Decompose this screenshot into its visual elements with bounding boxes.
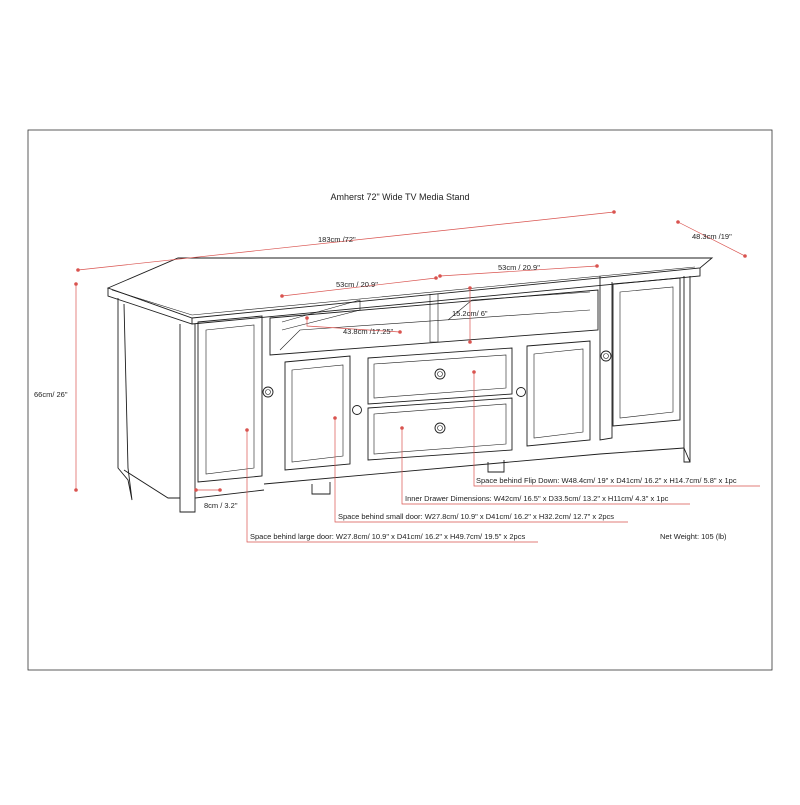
left-small-door — [285, 356, 350, 470]
upper-drawer — [368, 348, 512, 404]
dim-left-opening: 53cm / 20.9" — [336, 280, 378, 289]
right-large-door — [613, 278, 680, 426]
spec-small-door: Space behind small door: W27.8cm/ 10.9" x D41cm/ 16.2" x H32.2cm/ 12.7" x 2pcs — [338, 512, 615, 521]
frame — [28, 130, 772, 670]
inner-drawer-leader — [402, 428, 690, 504]
dim-height: 66cm/ 26" — [34, 390, 68, 399]
lower-drawer — [368, 398, 512, 460]
left-large-door-knob — [263, 387, 273, 397]
spec-flip-down: Space behind Flip Down: W48.4cm/ 19" x D41cm/ 16.2" x H14.7cm/ 5.8" x 1pc — [476, 476, 737, 485]
small-door-leader — [335, 418, 628, 522]
center-foot-left — [312, 482, 330, 494]
flip-down-leader — [474, 372, 760, 486]
left-small-door-knob — [353, 406, 362, 415]
front-frame — [180, 324, 264, 512]
tv-stand-drawing — [108, 258, 712, 512]
dim-leg-height: 8cm / 3.2" — [204, 501, 238, 510]
lower-drawer-knob — [435, 423, 445, 433]
left-side-panel — [118, 298, 132, 500]
upper-shelf-opening — [270, 290, 598, 355]
dim-shelf-height: 15.2cm/ 6" — [452, 309, 488, 318]
upper-drawer-knob — [435, 369, 445, 379]
spec-large-door: Space behind large door: W27.8cm/ 10.9" x D41cm/ 16.2" x H49.7cm/ 19.5" x 2pcs — [250, 532, 526, 541]
dim-shelf-depth: 43.8cm /17.25" — [343, 327, 394, 336]
center-foot-right — [488, 460, 504, 472]
left-large-door — [198, 316, 262, 482]
spec-inner-drawer: Inner Drawer Dimensions: W42cm/ 16.5" x D33.5cm/ 13.2" x H11cm/ 4.3" x 1pc — [405, 494, 669, 503]
net-weight: Net Weight: 105 (lb) — [660, 532, 727, 541]
dimension-lines — [74, 210, 760, 542]
dim-depth: 48.3cm /19" — [692, 232, 732, 241]
top-surface — [108, 258, 712, 318]
right-small-door — [527, 341, 590, 446]
dim-right-opening: 53cm / 20.9" — [498, 263, 540, 272]
diagram-title: Amherst 72" Wide TV Media Stand — [330, 192, 470, 202]
dim-width: 183cm /72" — [318, 235, 356, 244]
right-large-door-knob — [601, 351, 611, 361]
right-leg — [684, 276, 690, 462]
right-small-door-knob — [517, 388, 526, 397]
